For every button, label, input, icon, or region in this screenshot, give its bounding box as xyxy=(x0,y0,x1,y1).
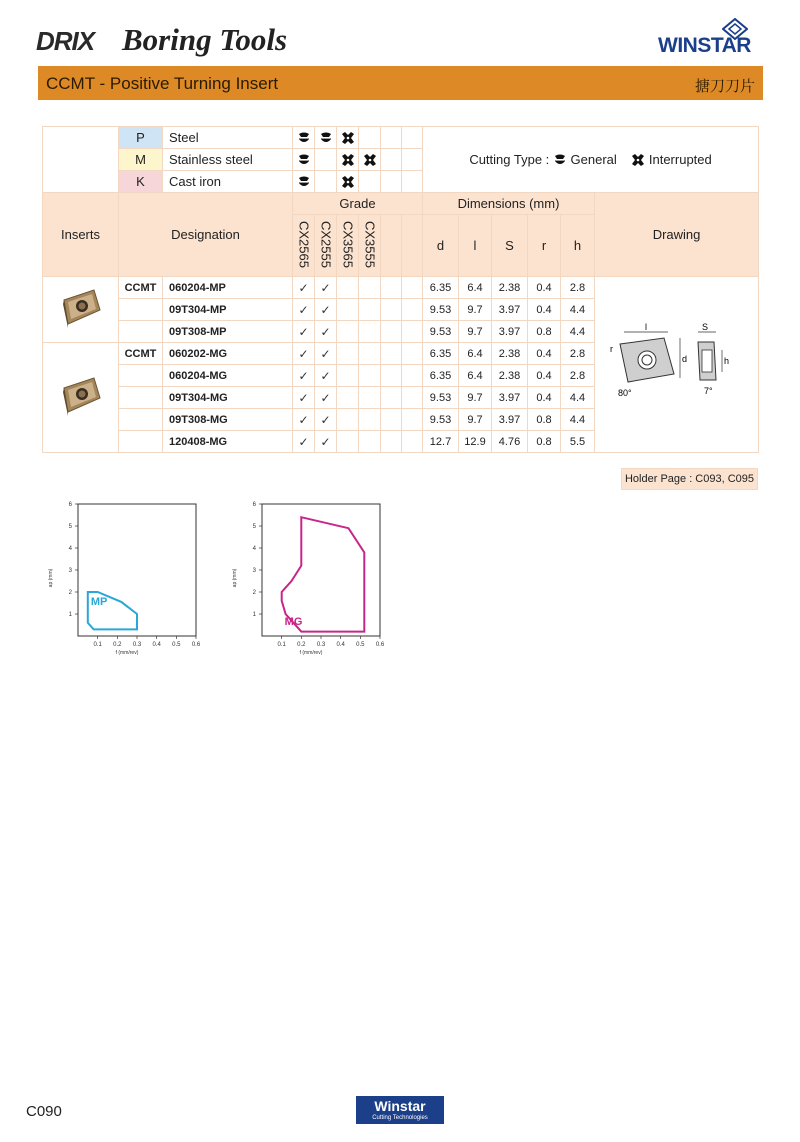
table-row xyxy=(43,277,759,299)
y-tick-label: 6 xyxy=(252,502,256,508)
material-grade-cell xyxy=(315,127,337,149)
banner-title-cn: 搪刀刀片 xyxy=(694,77,755,95)
banner-title: CCMT - Positive Turning Insert xyxy=(46,74,279,93)
dimension-value: 6.35 xyxy=(423,365,459,387)
general-label: General xyxy=(570,151,617,167)
drix-brand: DRIX xyxy=(36,26,95,56)
material-grade-cell xyxy=(315,171,337,193)
designation-prefix xyxy=(119,387,163,409)
blank-cell xyxy=(43,127,119,193)
winstar-logo xyxy=(658,18,762,58)
y-axis-label: ap (mm) xyxy=(232,568,238,588)
grade-check xyxy=(337,277,359,299)
material-grade-cell xyxy=(359,149,381,171)
x-axis-label: f (mm/rev) xyxy=(115,650,139,656)
x-tick-label: 0.4 xyxy=(152,642,161,648)
dimension-value: 9.7 xyxy=(459,409,492,431)
dimensions-header: Dimensions (mm) xyxy=(423,193,595,215)
grade-check xyxy=(337,299,359,321)
dimension-value: 0.4 xyxy=(528,387,561,409)
insert-photo xyxy=(56,286,106,330)
grade-check xyxy=(359,387,381,409)
grade-name: CX2555 xyxy=(318,220,334,268)
dim-d-label: d xyxy=(681,354,687,364)
dimension-value: 9.53 xyxy=(423,321,459,343)
insert-drawing xyxy=(595,277,759,453)
general-cut-icon xyxy=(319,131,333,145)
dim-header: r xyxy=(528,215,561,277)
drawing-header: Drawing xyxy=(595,193,759,277)
insert-image-cell xyxy=(43,343,119,453)
material-name: Stainless steel xyxy=(163,149,293,171)
designation-code: 09T304-MP xyxy=(163,299,293,321)
dimension-value: 3.97 xyxy=(492,321,528,343)
holder-page-note: Holder Page : C093, C095 xyxy=(621,468,758,490)
grade-check: ✓ xyxy=(293,387,315,409)
designation-code: 09T308-MP xyxy=(163,321,293,343)
dimension-value: 2.38 xyxy=(492,277,528,299)
grade-check xyxy=(359,431,381,453)
dimension-value: 2.8 xyxy=(561,277,595,299)
dimension-value: 0.8 xyxy=(528,431,561,453)
grade-check: ✓ xyxy=(315,343,337,365)
interrupted-cut-icon xyxy=(341,175,355,189)
general-cut-icon xyxy=(553,153,567,167)
grade-check: ✓ xyxy=(315,299,337,321)
designation-prefix xyxy=(119,431,163,453)
grade-check: ✓ xyxy=(293,277,315,299)
page-code: C090 xyxy=(26,1103,62,1120)
designation-prefix xyxy=(119,299,163,321)
grade-check: ✓ xyxy=(315,387,337,409)
y-tick-label: 6 xyxy=(68,502,72,508)
general-cut-icon xyxy=(297,131,311,145)
dimension-value: 4.4 xyxy=(561,299,595,321)
designation-code: 09T308-MG xyxy=(163,409,293,431)
y-tick-label: 1 xyxy=(68,612,72,618)
footer-logo-sub: Cutting Technologies xyxy=(372,1115,428,1121)
x-tick-label: 0.1 xyxy=(277,642,286,648)
cutting-type-legend xyxy=(423,127,759,193)
page-title: Boring Tools xyxy=(122,22,288,57)
insert-image-cell xyxy=(43,277,119,343)
interrupted-cut-icon xyxy=(341,153,355,167)
dimension-value: 4.4 xyxy=(561,409,595,431)
x-tick-label: 0.3 xyxy=(316,642,326,648)
general-cut-icon xyxy=(297,153,311,167)
dimension-value: 12.7 xyxy=(423,431,459,453)
designation-prefix: CCMT xyxy=(119,343,163,365)
grade-check xyxy=(337,409,359,431)
dimension-value: 6.4 xyxy=(459,277,492,299)
x-tick-label: 0.2 xyxy=(113,642,122,648)
material-grade-cell xyxy=(402,149,423,171)
insert-photo xyxy=(56,374,106,418)
designation-prefix xyxy=(119,321,163,343)
material-grade-cell xyxy=(293,127,315,149)
dimension-value: 2.8 xyxy=(561,343,595,365)
interrupted-cut-icon xyxy=(341,131,355,145)
dimension-value: 5.5 xyxy=(561,431,595,453)
interrupted-cut-icon xyxy=(363,153,377,167)
y-tick-label: 2 xyxy=(68,590,72,596)
designation-prefix xyxy=(119,409,163,431)
designation-prefix: CCMT xyxy=(119,277,163,299)
dimension-value: 3.97 xyxy=(492,387,528,409)
dimension-value: 9.53 xyxy=(423,299,459,321)
dimension-value: 6.4 xyxy=(459,365,492,387)
interrupted-cut-icon xyxy=(631,153,645,167)
grade-check: ✓ xyxy=(293,321,315,343)
y-tick-label: 4 xyxy=(252,546,256,552)
dim-header: S xyxy=(492,215,528,277)
x-tick-label: 0.5 xyxy=(356,642,365,648)
cutting-type-label: Cutting Type : xyxy=(469,151,550,167)
material-grade-cell xyxy=(359,127,381,149)
x-tick-label: 0.6 xyxy=(375,642,385,648)
angle-7-label: 7° xyxy=(703,386,713,396)
material-grade-cell xyxy=(337,149,359,171)
dim-r-label: r xyxy=(609,344,613,354)
dimension-value: 2.38 xyxy=(492,343,528,365)
x-tick-label: 0.2 xyxy=(297,642,306,648)
designation-code: 060204-MG xyxy=(163,365,293,387)
y-tick-label: 2 xyxy=(252,590,256,596)
grade-check: ✓ xyxy=(293,365,315,387)
y-tick-label: 3 xyxy=(252,568,256,574)
grade-check: ✓ xyxy=(315,321,337,343)
footer-logo xyxy=(356,1096,444,1124)
material-grade-cell xyxy=(381,171,402,193)
dimension-value: 9.53 xyxy=(423,387,459,409)
grade-check xyxy=(359,343,381,365)
grade-check xyxy=(359,321,381,343)
grade-name: CX3565 xyxy=(340,220,356,268)
dimension-value: 9.7 xyxy=(459,299,492,321)
designation-code: 060202-MG xyxy=(163,343,293,365)
material-grade-cell xyxy=(402,171,423,193)
mp-chart xyxy=(40,496,210,660)
angle-80-label: 80° xyxy=(617,388,632,398)
x-tick-label: 0.4 xyxy=(336,642,345,648)
logo-text: WINSTAR xyxy=(658,34,751,57)
y-tick-label: 4 xyxy=(68,546,72,552)
general-cut-icon xyxy=(297,175,311,189)
dimension-value: 2.38 xyxy=(492,365,528,387)
dimension-value: 4.76 xyxy=(492,431,528,453)
dimension-value: 6.35 xyxy=(423,343,459,365)
grade-check: ✓ xyxy=(293,299,315,321)
dimension-value: 0.8 xyxy=(528,409,561,431)
material-name: Cast iron xyxy=(163,171,293,193)
dim-header: d xyxy=(423,215,459,277)
grade-check xyxy=(359,365,381,387)
grade-check xyxy=(359,277,381,299)
designation-code: 060204-MP xyxy=(163,277,293,299)
section-banner xyxy=(38,66,763,100)
grade-check xyxy=(337,343,359,365)
grade-check: ✓ xyxy=(315,365,337,387)
footer-logo-text: Winstar xyxy=(374,1098,426,1114)
inserts-header: Inserts xyxy=(43,193,119,277)
designation-header: Designation xyxy=(119,193,293,277)
material-code: K xyxy=(119,171,163,193)
series-label: MG xyxy=(284,616,303,628)
x-tick-label: 0.1 xyxy=(93,642,102,648)
material-grade-cell xyxy=(381,127,402,149)
dimension-value: 12.9 xyxy=(459,431,492,453)
x-tick-label: 0.3 xyxy=(132,642,142,648)
dimension-value: 3.97 xyxy=(492,299,528,321)
dimension-value: 0.4 xyxy=(528,343,561,365)
grade-check xyxy=(359,299,381,321)
dimension-value: 9.7 xyxy=(459,321,492,343)
designation-code: 120408-MG xyxy=(163,431,293,453)
material-name: Steel xyxy=(163,127,293,149)
x-tick-label: 0.5 xyxy=(172,642,181,648)
mg-chart xyxy=(224,496,394,660)
dimension-value: 4.4 xyxy=(561,321,595,343)
material-grade-cell xyxy=(315,149,337,171)
grade-check xyxy=(337,431,359,453)
y-axis-label: ap (mm) xyxy=(48,568,54,588)
dimension-value: 2.8 xyxy=(561,365,595,387)
y-tick-label: 3 xyxy=(68,568,72,574)
dimension-value: 0.4 xyxy=(528,365,561,387)
dimension-value: 0.4 xyxy=(528,277,561,299)
dimension-value: 4.4 xyxy=(561,387,595,409)
designation-code: 09T304-MG xyxy=(163,387,293,409)
series-label: MP xyxy=(90,596,108,609)
x-tick-label: 0.6 xyxy=(191,642,201,648)
material-grade-cell xyxy=(293,171,315,193)
material-grade-cell xyxy=(359,171,381,193)
y-tick-label: 5 xyxy=(68,524,72,530)
grade-check: ✓ xyxy=(293,409,315,431)
grade-check: ✓ xyxy=(315,431,337,453)
material-grade-cell xyxy=(402,127,423,149)
dimension-value: 6.4 xyxy=(459,343,492,365)
dimension-value: 0.4 xyxy=(528,299,561,321)
grade-check: ✓ xyxy=(315,409,337,431)
grade-header: Grade xyxy=(293,193,423,215)
dim-header: h xyxy=(561,215,595,277)
dim-h-label: h xyxy=(723,356,729,366)
grade-check: ✓ xyxy=(293,343,315,365)
dimension-value: 6.35 xyxy=(423,277,459,299)
interrupted-label: Interrupted xyxy=(648,151,712,167)
dimension-value: 3.97 xyxy=(492,409,528,431)
material-grade-cell xyxy=(293,149,315,171)
material-code: M xyxy=(119,149,163,171)
grade-name: CX2565 xyxy=(296,220,312,268)
x-axis-label: f (mm/rev) xyxy=(299,650,323,656)
y-tick-label: 5 xyxy=(252,524,256,530)
material-grade-cell xyxy=(337,171,359,193)
y-tick-label: 1 xyxy=(252,612,256,618)
material-grade-cell xyxy=(337,127,359,149)
dimension-value: 9.53 xyxy=(423,409,459,431)
dimension-value: 0.8 xyxy=(528,321,561,343)
grade-check: ✓ xyxy=(293,431,315,453)
dim-l-label: l xyxy=(644,322,647,332)
grade-check: ✓ xyxy=(315,277,337,299)
plot-frame xyxy=(262,504,380,636)
grade-check xyxy=(337,321,359,343)
grade-check xyxy=(337,387,359,409)
material-grade-cell xyxy=(381,149,402,171)
dim-s-label: S xyxy=(701,322,708,332)
designation-prefix xyxy=(119,365,163,387)
dimension-value: 9.7 xyxy=(459,387,492,409)
grade-check xyxy=(337,365,359,387)
insert-diagram xyxy=(602,318,752,408)
dim-header: l xyxy=(459,215,492,277)
grade-name: CX3555 xyxy=(362,220,378,268)
grade-check xyxy=(359,409,381,431)
spec-table xyxy=(42,126,759,453)
material-code: P xyxy=(119,127,163,149)
